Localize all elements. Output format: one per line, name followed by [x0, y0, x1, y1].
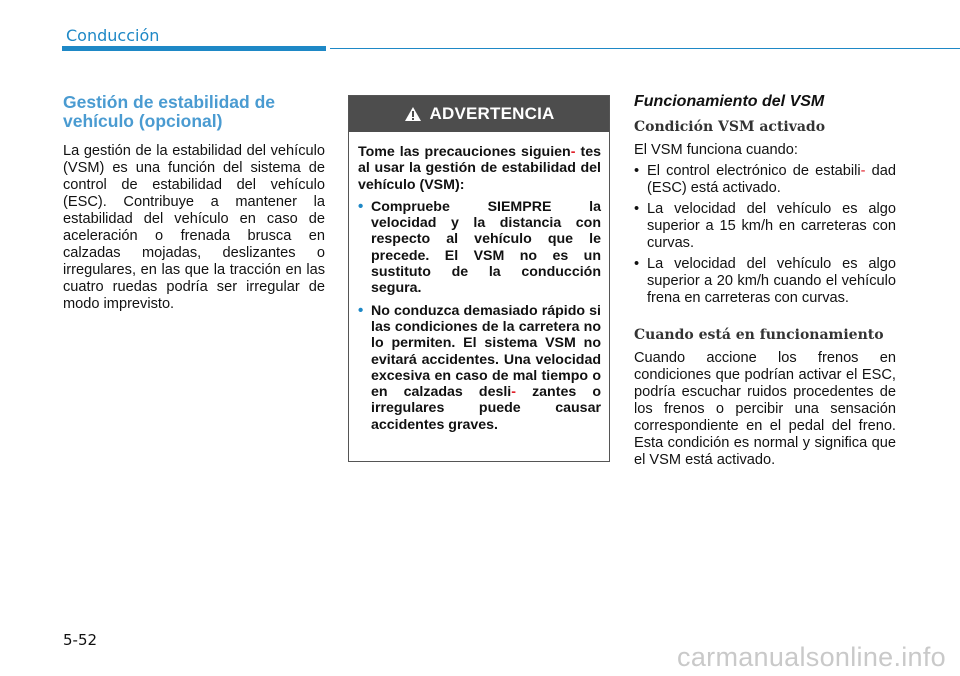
bullet-dot-icon: • [358, 197, 364, 215]
warning-item-text: No conduzca demasiado rápido si las condiciones de la carretera no lo permiten. El sistema VSM no evitará accidentes. Una velocidad excesiva en caso de mal tiempo o en calzadas desli [371, 302, 601, 401]
warning-intro-part1: Tome las precauciones siguien [358, 144, 571, 160]
operation-heading: Cuando está en funcionamiento [634, 327, 884, 343]
bullet-dot-icon: • [634, 163, 640, 179]
warning-body [349, 132, 609, 433]
bullet-text: El control electrónico de estabili [647, 163, 861, 179]
bullet-dot-icon: • [634, 256, 640, 272]
condition-bullet [634, 201, 896, 252]
bullet-text: La velocidad del vehículo es algo superior a 20 km/h cuando el vehículo frena en carreteras con curvas. [647, 256, 896, 306]
section-title: Gestión de estabilidad de vehículo (opcional) [63, 92, 275, 131]
left-column [63, 93, 325, 313]
bullet-text-cont: dad (ESC) está activado. [647, 163, 896, 196]
bullet-dot-icon: • [358, 301, 364, 319]
right-column [634, 93, 896, 469]
condition-bullet [634, 163, 896, 197]
subsection-title: Funcionamiento del VSM [634, 93, 825, 110]
warning-header [349, 96, 609, 132]
hyphen-mark: - [860, 163, 866, 179]
warning-box [348, 95, 610, 462]
warning-item [358, 303, 601, 433]
condition-intro: El VSM funciona cuando: [634, 142, 798, 158]
warning-triangle-icon [404, 106, 422, 122]
hyphen-mark: - [511, 384, 516, 401]
warning-intro-part2: tes al usar la gestión de estabilidad del vehículo (VSM): [358, 144, 601, 193]
watermark: carmanualsonline.info [677, 642, 946, 672]
intro-paragraph: La gestión de la estabilidad del vehículo (VSM) es una función del sistema de control de estabilidad del vehículo (ESC). Contribuye a mantener la estabilidad del vehículo en caso de aceleración o frenada brusca en calzadas mojadas, deslizantes o irregulares, en las que la tracción en las cuatro ruedas podría ser irregular de modo imprevisto. [63, 143, 325, 312]
warning-item [358, 199, 601, 297]
page-number: 5-52 [63, 631, 98, 649]
spacer [634, 311, 896, 327]
warning-item-text: Compruebe SIEMPRE la velocidad y la distancia con respecto al vehículo que le precede. El VSM no es un sustituto de la conducción segura. [371, 198, 601, 297]
warning-intro [358, 144, 601, 193]
section-header: Conducción [66, 26, 160, 45]
bullet-dot-icon: • [634, 201, 640, 217]
operation-paragraph: Cuando accione los frenos en condiciones que podrían activar el ESC, podría escuchar ruidos procedentes de los frenos o percibir una sensación correspondiente en el pedal del freno. Esta condición es normal y significa que el VSM está activado. [634, 350, 896, 468]
condition-heading: Condición VSM activado [634, 119, 826, 135]
warning-item-text-cont: zantes o irregulares puede causar accidentes graves. [371, 384, 601, 433]
bullet-text: La velocidad del vehículo es algo superior a 15 km/h en carreteras con curvas. [647, 201, 896, 251]
condition-bullet [634, 256, 896, 307]
header-rule-thin [330, 48, 960, 49]
header-rule-thick [62, 46, 326, 51]
hyphen-mark: - [570, 144, 576, 160]
warning-title: ADVERTENCIA [429, 104, 555, 123]
